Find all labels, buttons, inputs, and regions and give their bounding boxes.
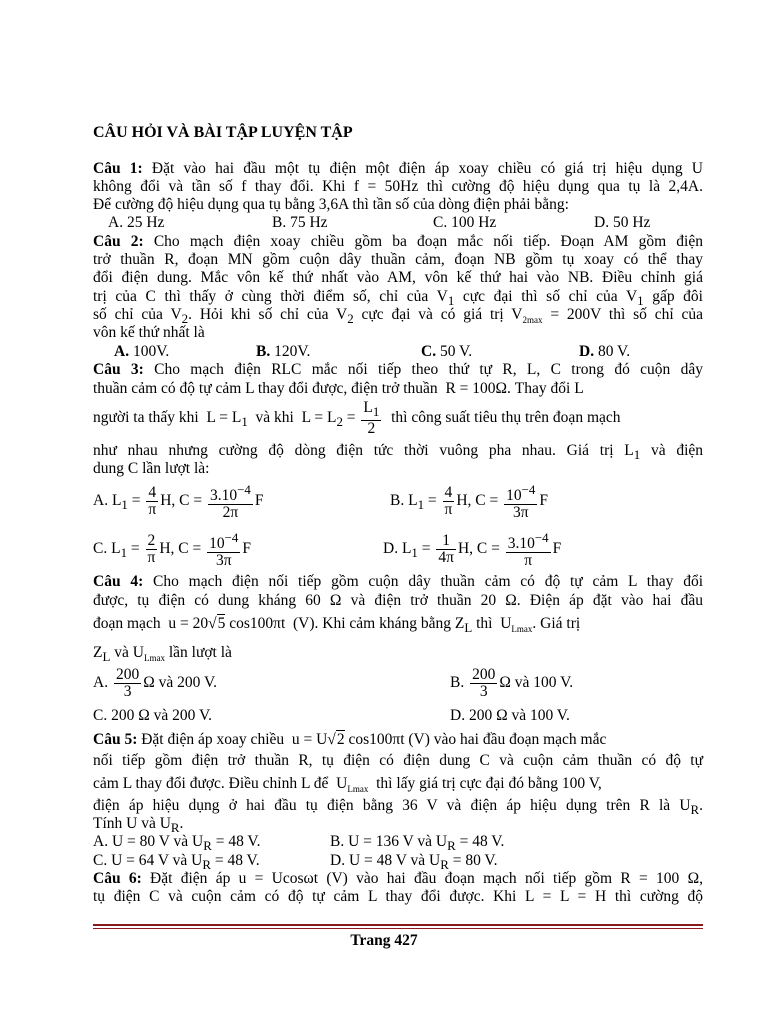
q5-label: Câu 5: [93,731,138,748]
q5-option-c: C. U = 64 V và $U_R = 48$ V. [93,852,260,873]
q4-option-c: C. 200 Ω và 200 V. [93,707,213,724]
q2-option-c: C. 50 V. [421,343,473,360]
q2-line-5: số chỉ của $V_2$. Hỏi khi số chỉ của $V_2$ cực đại và có giá trị $V_{2max} = 200V$ thì số chỉ của [93,306,703,327]
q5-line-3: cảm L thay đổi được. Điều chỉnh L để $U_{Lmax}$ thì lấy giá trị cực đại đó bằng 100 V, [93,775,602,795]
q1-option-a: A. 25 Hz [108,214,165,231]
q1-label: Câu 1: [93,160,143,177]
page-title: CÂU HỎI VÀ BÀI TẬP LUYỆN TẬP [93,124,353,141]
q3-option-d: D. $L_1$ = $\frac{1}{4\pi}$ H, C = $\frac{3.10^{-4}}{\pi}$ F [383,530,562,570]
q6-line-1: Câu 6: Đặt điện áp u = Ucosωt (V) vào hai đầu đoạn mạch nối tiếp gồm R = 100 Ω, [93,870,703,887]
q2-line-4: trị của C thì thấy ở cùng thời điểm số, chỉ của $V_1$ cực đại thì số chỉ của $V_1$ gấp đôi [93,288,703,309]
q1-line-3: Để cường độ hiệu dụng qua tụ bằng 3,6A thì tần số của dòng điện phải bằng: [93,196,569,213]
q3-line-1: Câu 3: Cho mạch điện RLC mắc nối tiếp theo thứ tự R, L, C trong đó cuộn dây [93,361,703,378]
q2-line-3: đổi điện dung. Mắc vôn kế thứ nhất vào AM, vôn kế thứ hai vào NB. Điều chỉnh giá [93,269,703,286]
q1-line-1: Câu 1: Đặt vào hai đầu một tụ điện một điện áp xoay chiều có giá trị hiệu dụng U [93,160,703,177]
q3-option-b: B. $L_1$ = $\frac{4}{\pi}$ H, C = $\frac{10^{-4}}{3\pi}$ F [390,482,548,522]
q5-line-1: Câu 5: Đặt điện áp xoay chiều u = U√2 cos100πt (V) vào hai đầu đoạn mạch mắc [93,731,607,748]
page-number: Trang 427 [350,932,418,949]
q2-option-b: B. 120V. [256,343,311,360]
q6-line-2: tụ điện C và cuộn cảm có độ tự cảm L thay đổi được. Khi L = L = H thì cường độ [93,888,703,905]
q2-line-2: trở thuần R, đoạn MN gồm cuộn dây thuần cảm, đoạn NB gồm tụ xoay có thể thay [93,251,703,268]
q5-option-b: B. U = 136 V và $U_R = 48$ V. [330,833,505,854]
q2-line-1: Câu 2: Cho mạch điện xoay chiều gồm ba đoạn mắc nối tiếp. Đoạn AM gồm điện [93,233,703,250]
q2-option-d: D. 80 V. [579,343,631,360]
q3-option-c: C. $L_1$ = $\frac{2}{\pi}$ H, C = $\frac{10^{-4}}{3\pi}$ F [93,530,251,570]
q3-label: Câu 3: [93,361,144,378]
q5-line-5: Tính U và $U_R$. [93,815,184,836]
q4-line-3: đoạn mạch u = 20√5 cos100πt (V). Khi cảm kháng bằng $Z_L$ thì $U_{Lmax}$. Giá trị [93,615,581,636]
footer-rule-thin [93,928,703,929]
footer-rule [93,924,703,926]
q4-line-1: Câu 4: Cho mạch điện nối tiếp gồm cuộn dây thuần cảm có độ tự cảm L thay đổi [93,573,703,590]
q3-line-5: dung C lần lượt là: [93,460,210,477]
q4-option-a: A. $\frac{200}{3}$ Ω và 200 V. [93,666,218,700]
q4-line-2: được, tụ điện có dung kháng 60 Ω và điện trở thuần 20 Ω. Điện áp đặt vào hai đầu [93,592,703,609]
q2-line-6: vôn kế thứ nhất là [93,324,205,341]
q2-label: Câu 2: [93,233,144,250]
q5-line-4: điện áp hiệu dụng ở hai đầu tụ điện bằng 36 V và điện áp hiệu dụng trên R là $U_R$. [93,797,703,818]
q1-option-c: C. 100 Hz [433,214,497,231]
q3-line-2: thuần cảm có độ tự cảm L thay đổi được, điện trở thuần R = 100Ω. Thay đổi L [93,380,584,397]
q5-option-d: D. U = 48 V và $U_R = 80$ V. [330,852,498,873]
q5-option-a: A. U = 80 V và $U_R = 48$ V. [93,833,261,854]
q1-option-b: B. 75 Hz [272,214,328,231]
q4-line-4: $Z_L$ và $U_{Lmax}$ lần lượt là [93,644,232,665]
q1-line-2: không đổi và tần số f thay đổi. Khi f = 50Hz thì cường độ hiệu dụng qua tụ là 2,4A. [93,178,703,195]
q3-line-3: người ta thấy khi $L = L_1$ và khi $L = L_2$ = $\frac{L_1}{2}$ thì công suất tiêu thụ trên đoạn mạch [93,399,621,438]
q3-option-a: A. $L_1$ = $\frac{4}{\pi}$ H, C = $\frac{3.10^{-4}}{2\pi}$ F [93,482,264,522]
q4-option-b: B. $\frac{200}{3}$ Ω và 100 V. [450,666,574,700]
q4-option-d: D. 200 Ω và 100 V. [450,707,570,724]
q1-option-d: D. 50 Hz [594,214,651,231]
q3-line-4: như nhau nhưng cường độ dòng điện tức thời vuông pha nhau. Giá trị $L_1$ và điện [93,442,703,463]
q6-label: Câu 6: [93,870,142,887]
q2-option-a: A. 100V. [114,343,170,360]
q5-line-2: nối tiếp gồm điện trở thuần R, tụ điện có điện dung C và cuộn cảm thuần có độ tự [93,752,703,769]
q4-label: Câu 4: [93,573,144,590]
